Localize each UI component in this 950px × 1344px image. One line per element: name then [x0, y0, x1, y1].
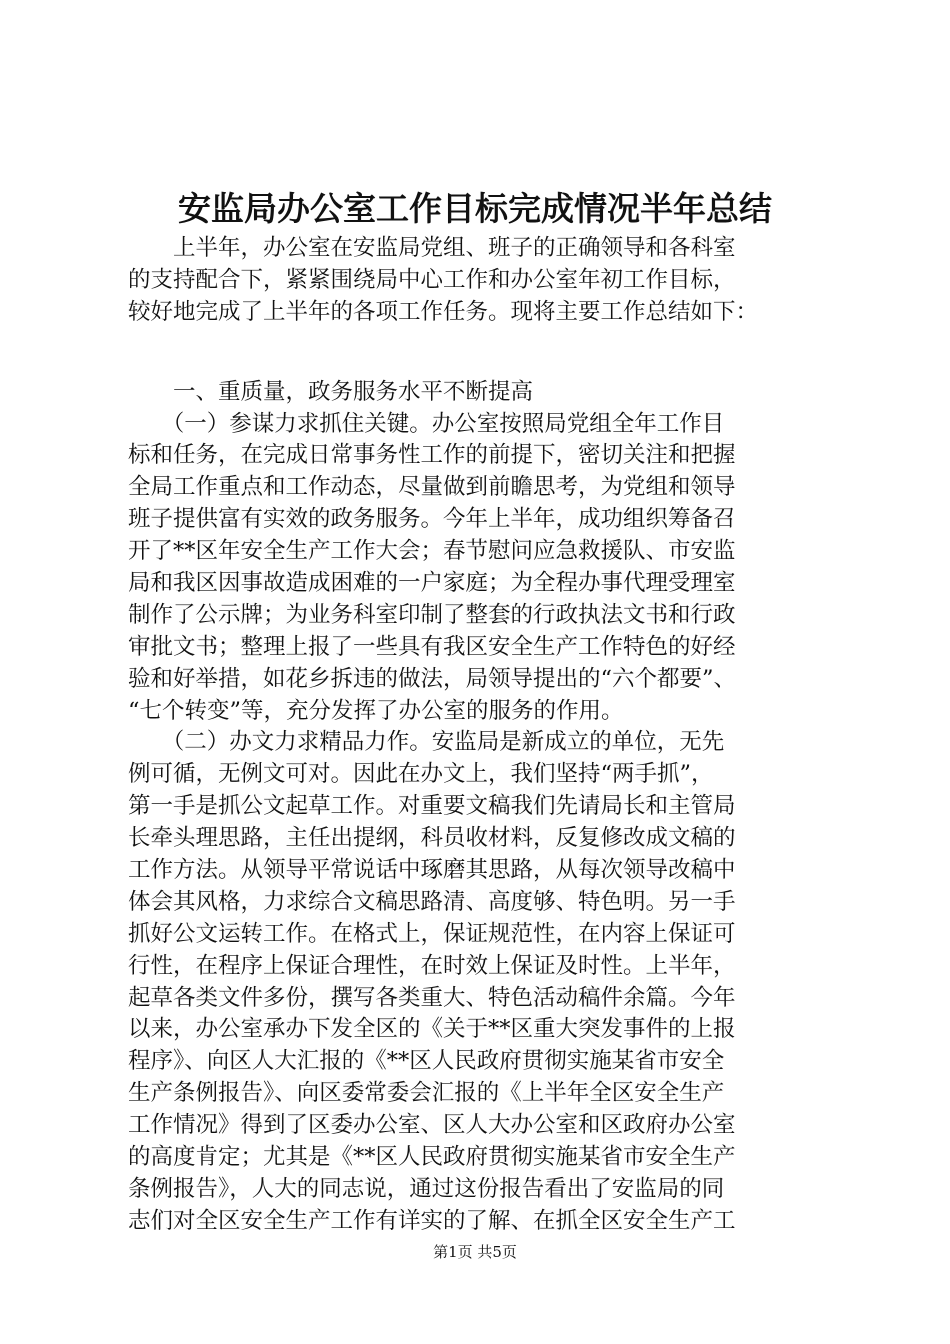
- body-line: （一）参谋力求抓住关键。办公室按照局党组全年工作目: [128, 410, 725, 437]
- body-line: 的支持配合下，紧紧围绕局中心工作和办公室年初工作目标，: [128, 266, 736, 293]
- body-line: 起草各类文件多份，撰写各类重大、特色活动稿件余篇。今年: [128, 984, 736, 1011]
- body-line: 全局工作重点和工作动态，尽量做到前瞻思考，为党组和领导: [128, 474, 736, 501]
- section-heading: 一、重质量，政务服务水平不断提高: [128, 378, 534, 405]
- document-title: 安监局办公室工作目标完成情况半年总结: [178, 189, 772, 228]
- body-line: 例可循，无例文可对。因此在办文上，我们坚持“两手抓”，: [128, 761, 714, 788]
- body-line: 较好地完成了上半年的各项工作任务。现将主要工作总结如下：: [128, 298, 759, 325]
- body-line: 体会其风格，力求综合文稿思路清、高度够、特色明。另一手: [128, 888, 736, 915]
- body-line: 以来，办公室承办下发全区的《关于**区重大突发事件的上报: [128, 1016, 736, 1043]
- body-line: 局和我区因事故造成困难的一户家庭；为全程办事代理受理室: [128, 570, 736, 597]
- body-line: 开了**区年安全生产工作大会；春节慰问应急救援队、市安监: [128, 538, 736, 565]
- body-line: 审批文书；整理上报了一些具有我区安全生产工作特色的好经: [128, 633, 736, 660]
- body-line: 工作情况》得到了区委办公室、区人大办公室和区政府办公室: [128, 1112, 736, 1139]
- body-line: 的高度肯定；尤其是《**区人民政府贯彻实施某省市安全生产: [128, 1144, 736, 1171]
- body-line: 制作了公示牌；为业务科室印制了整套的行政执法文书和行政: [128, 601, 736, 628]
- body-line: 抓好公文运转工作。在格式上，保证规范性，在内容上保证可: [128, 920, 736, 947]
- body-line: 行性，在程序上保证合理性，在时效上保证及时性。上半年，: [128, 952, 736, 979]
- body-line: 程序》、向区人大汇报的《**区人民政府贯彻实施某省市安全: [128, 1048, 725, 1075]
- body-line: 条例报告》，人大的同志说，通过这份报告看出了安监局的同: [128, 1175, 725, 1202]
- body-line: 验和好举措，如花乡拆违的做法，局领导提出的“六个都要”、: [128, 665, 737, 692]
- body-line: 班子提供富有实效的政务服务。今年上半年，成功组织筹备召: [128, 506, 736, 533]
- body-line: 第一手是抓公文起草工作。对重要文稿我们先请局长和主管局: [128, 793, 736, 820]
- body-line: “七个转变”等，充分发挥了办公室的服务的作用。: [128, 697, 624, 724]
- body-line: 工作方法。从领导平常说话中琢磨其思路，从每次领导改稿中: [128, 857, 736, 884]
- body-line: （二）办文力求精品力作。安监局是新成立的单位，无先: [128, 729, 725, 756]
- page-footer: 第1页 共5页: [433, 1243, 517, 1261]
- body-line: 志们对全区安全生产工作有详实的了解、在抓全区安全生产工: [128, 1207, 736, 1234]
- document-body: [128, 233, 828, 1238]
- paragraph-gap: [128, 329, 828, 377]
- body-line: 长牵头理思路，主任出提纲，科员收材料，反复修改成文稿的: [128, 825, 736, 852]
- body-line: 标和任务，在完成日常事务性工作的前提下，密切关注和把握: [128, 442, 736, 469]
- body-line: 生产条例报告》、向区委常委会汇报的《上半年全区安全生产: [128, 1080, 725, 1107]
- body-line: 上半年，办公室在安监局党组、班子的正确领导和各科室: [128, 235, 736, 261]
